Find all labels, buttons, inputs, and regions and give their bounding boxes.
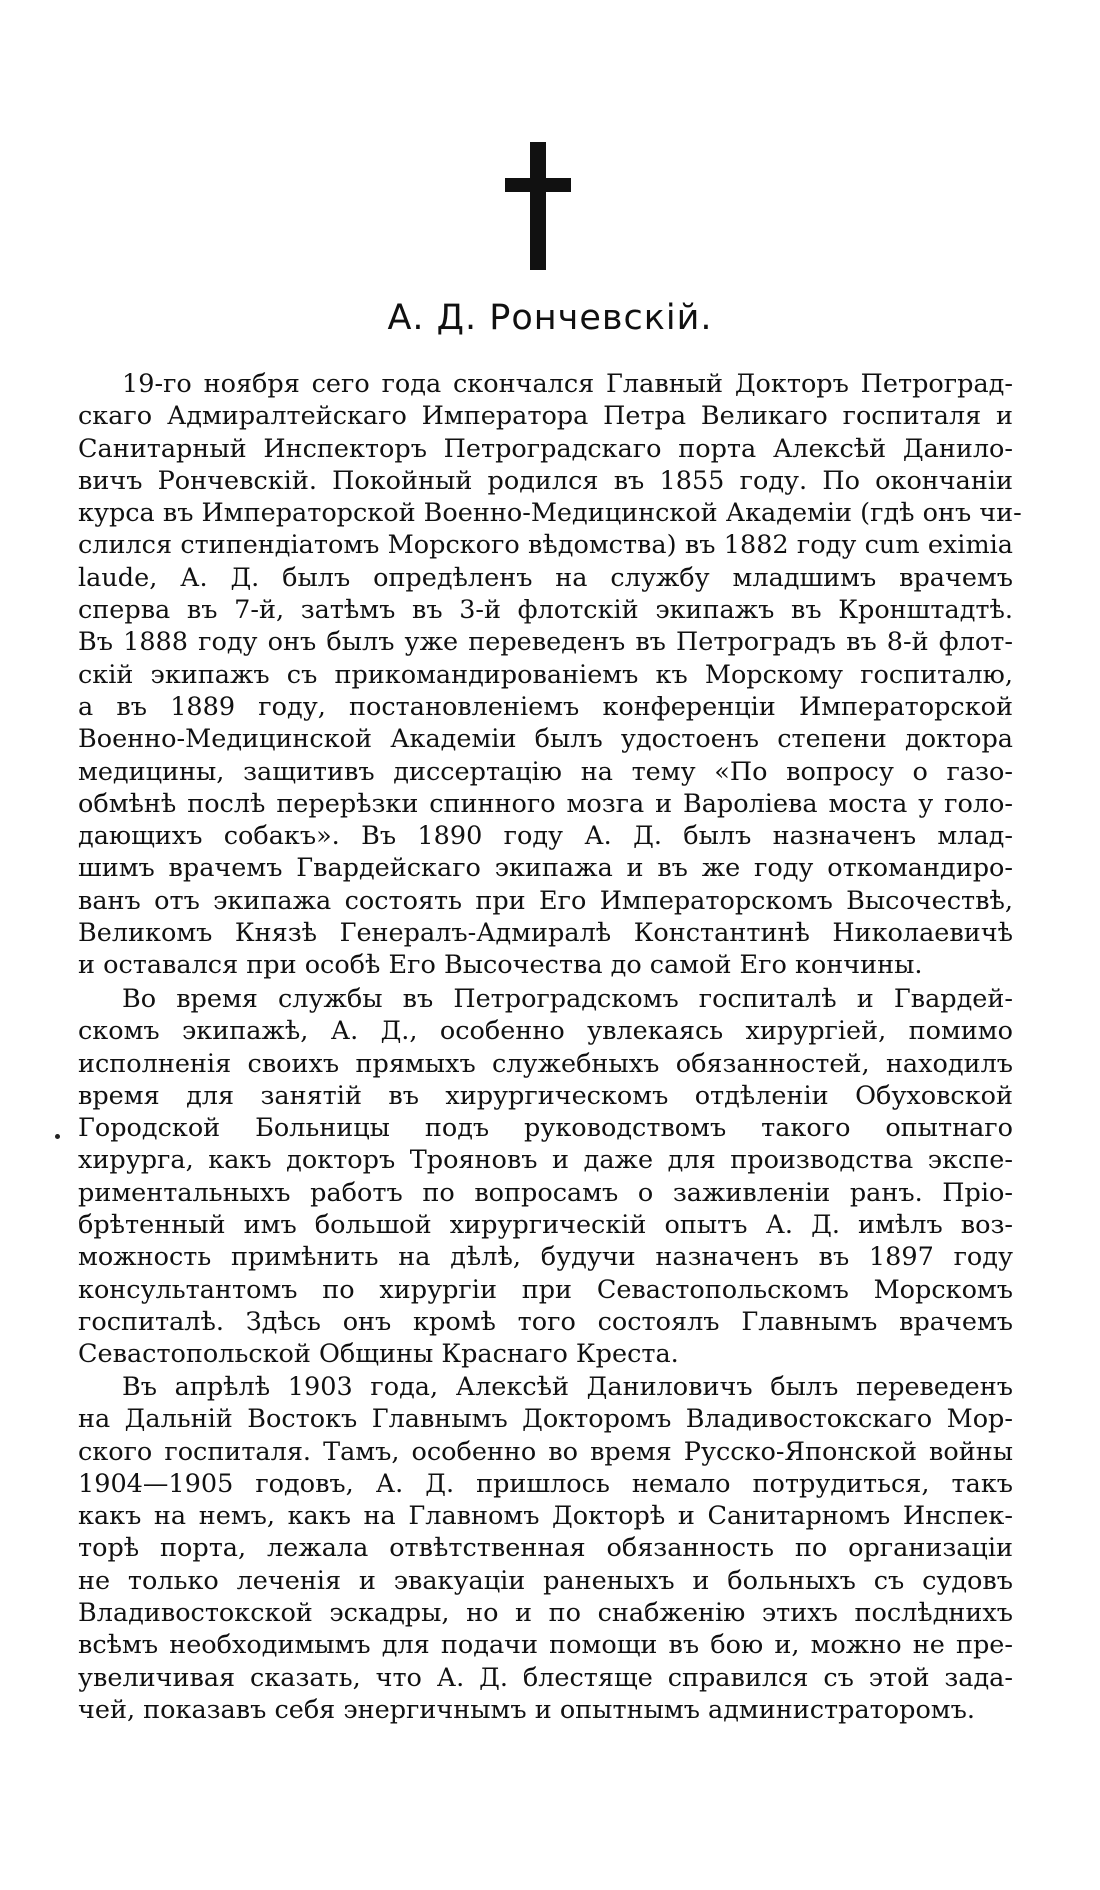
text-line: торѣ порта, лежала отвѣтственная обязанность по организаціи [78,1533,1013,1564]
text-line: Военно-Медицинской Академіи былъ удостоенъ степени доктора [78,724,1013,755]
text-line: 1904—1905 годовъ, А. Д. пришлось немало потрудиться, такъ [78,1468,1013,1499]
text-line: Санитарный Инспекторъ Петроградскаго порта Алексѣй Данило- [78,433,1013,464]
text-line: Севастопольской Общины Краснаго Креста. [78,1339,679,1370]
text-line: 19-го ноября сего года скончался Главный Докторъ Петроград- [122,369,1013,399]
text-line: Великомъ Князѣ Генералъ-Адмиралѣ Константинѣ Николаевичѣ [78,918,1013,949]
text-line: хирурга, какъ докторъ Трояновъ и даже для производства экспе- [78,1145,1013,1176]
text-line: а въ 1889 году, постановленіемъ конференціи Императорской [78,691,1013,722]
text-line: скомъ экипажѣ, А. Д., особенно увлекаясь хирургіей, помимо [78,1016,1013,1047]
text-line: на Дальній Востокъ Главнымъ Докторомъ Владивостокскаго Мор- [78,1404,1013,1435]
paragraph-1 [78,368,1022,982]
ink-speck [55,1134,60,1139]
text-line: скій экипажъ съ прикомандированіемъ къ Морскому госпиталю, [78,659,1013,690]
paragraph-3 [78,1371,1013,1726]
text-line: брѣтенный имъ большой хирургическій опытъ А. Д. имѣлъ воз- [78,1210,1013,1241]
text-line: Городской Больницы подъ руководствомъ такого опытнаго [78,1113,1013,1144]
text-line: Во время службы въ Петроградскомъ госпиталѣ и Гвардей- [122,984,1013,1014]
text-line: риментальныхъ работъ по вопросамъ о заживленіи ранъ. Пріо- [78,1177,1013,1208]
text-line: всѣмъ необходимымъ для подачи помощи въ бою и, можно не пре- [78,1630,1013,1661]
text-line: чей, показавъ себя энергичнымъ и опытнымъ администраторомъ. [78,1694,975,1725]
text-line: и оставался при особѣ Его Высочества до самой Его кончины. [78,950,923,981]
text-line: ского госпиталя. Тамъ, особенно во время Русско-Японской войны [78,1436,1013,1467]
text-line: Въ 1888 году онъ былъ уже переведенъ въ Петроградъ въ 8-й флот- [78,627,1013,658]
text-line: ванъ отъ экипажа состоять при Его Императорскомъ Высочествѣ, [78,885,1013,916]
text-line: дающихъ собакъ». Въ 1890 году А. Д. былъ назначенъ млад- [78,821,1013,852]
text-line: обмѣнѣ послѣ перерѣзки спинного мозга и Вароліева моста у голо- [78,788,1013,819]
text-line: госпиталѣ. Здѣсь онъ кромѣ того состоялъ Главнымъ врачемъ [78,1306,1013,1337]
text-line: время для занятій въ хирургическомъ отдѣленіи Обуховской [78,1080,1013,1111]
text-line: Въ апрѣлѣ 1903 года, Алексѣй Даниловичъ былъ переведенъ [122,1372,1013,1402]
text-line: вичъ Рончевскій. Покойный родился въ 1855 году. По окончаніи [78,465,1013,496]
text-line: какъ на немъ, какъ на Главномъ Докторѣ и Санитарномъ Инспек- [78,1501,1013,1532]
text-line: исполненія своихъ прямыхъ служебныхъ обязанностей, находилъ [78,1048,1013,1079]
text-line: консультантомъ по хирургіи при Севастопольскомъ Морскомъ [78,1274,1013,1305]
text-line: слился стипендіатомъ Морского вѣдомства) въ 1882 году cum eximia [78,530,1013,561]
text-line: курса въ Императорской Военно-Медицинской Академіи (гдѣ онъ чи- [78,498,1022,529]
text-line: не только леченія и эвакуаціи раненыхъ и больныхъ съ судовъ [78,1565,1013,1596]
text-line: скаго Адмиралтейскаго Императора Петра Великаго госпиталя и [78,401,1013,432]
text-line: laude, А. Д. былъ опредѣленъ на службу младшимъ врачемъ [78,562,1013,593]
text-line: сперва въ 7-й, затѣмъ въ 3-й флотскій экипажъ въ Кронштадтѣ. [78,595,1013,626]
text-line: можность примѣнить на дѣлѣ, будучи назначенъ въ 1897 году [78,1242,1013,1273]
cross-icon [505,142,571,270]
text-line: Владивостокской эскадры, но и по снабженію этихъ послѣднихъ [78,1598,1013,1629]
obituary-title: А. Д. Рончевскій. [387,298,713,338]
text-line: шимъ врачемъ Гвардейскаго экипажа и въ же году откомандиро- [78,853,1013,884]
text-line: медицины, защитивъ диссертацію на тему «По вопросу о газо- [78,756,1013,787]
paragraph-2 [78,983,1013,1371]
text-line: увеличивая сказать, что А. Д. блестяще справился съ этой зада- [78,1662,1013,1693]
